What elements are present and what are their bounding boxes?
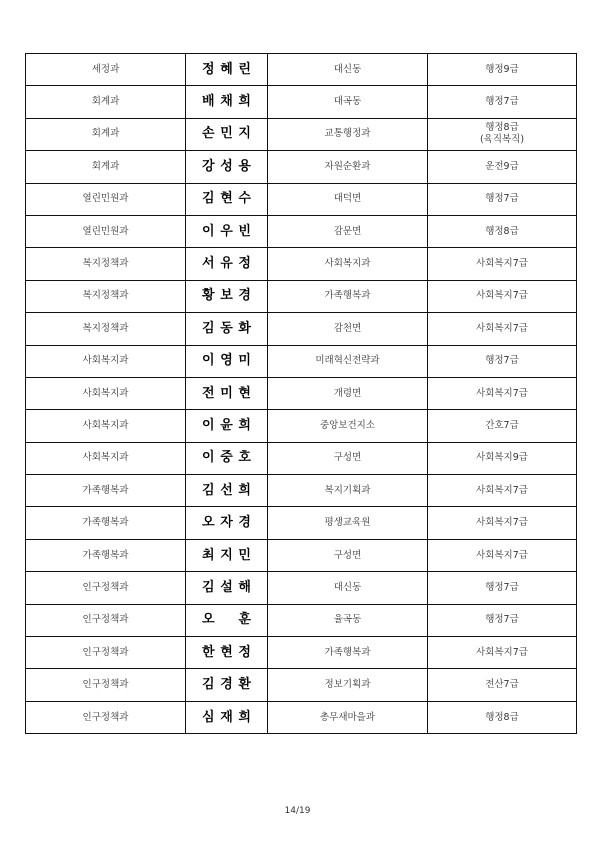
previous-post-cell: 미래혁신전략과 [268, 345, 428, 377]
table-row [26, 637, 577, 669]
department-cell: 열린민원과 [26, 183, 186, 215]
grade-cell [428, 118, 577, 150]
table-row [26, 151, 577, 183]
table-row [26, 604, 577, 636]
department-cell: 인구정책과 [26, 669, 186, 701]
name-cell [186, 86, 268, 118]
previous-post-cell: 정보기획과 [268, 669, 428, 701]
department-cell: 세정과 [26, 54, 186, 86]
person-name: 전 미 현 [202, 385, 251, 401]
grade-text: 행정8급 [485, 225, 519, 237]
department-cell: 회계과 [26, 151, 186, 183]
grade-text: 행정8급 [485, 122, 519, 134]
grade-cell [428, 475, 577, 507]
grade-text: 운전9급 [485, 160, 519, 172]
table-row [26, 345, 577, 377]
table-row [26, 701, 577, 733]
person-name: 김 선 희 [202, 482, 251, 498]
table-row [26, 183, 577, 215]
previous-post-cell: 사회복지과 [268, 248, 428, 280]
person-name: 황 보 경 [202, 288, 251, 304]
table-row [26, 280, 577, 312]
grade-cell [428, 539, 577, 571]
name-cell [186, 377, 268, 409]
name-cell [186, 345, 268, 377]
person-name: 배 채 희 [202, 94, 251, 110]
department-cell: 가족행복과 [26, 475, 186, 507]
name-cell [186, 572, 268, 604]
grade-text: 사회복지7급 [476, 517, 528, 529]
previous-post-cell: 개령면 [268, 377, 428, 409]
person-name: 김 현 수 [202, 191, 251, 207]
grade-text: 행정7급 [485, 96, 519, 108]
grade-text: 사회복지7급 [476, 549, 528, 561]
grade-text: 사회복지7급 [476, 484, 528, 496]
grade-text: 사회복지7급 [476, 646, 528, 658]
previous-post-cell: 가족행복과 [268, 637, 428, 669]
previous-post-cell: 중앙보건지소 [268, 410, 428, 442]
grade-cell [428, 215, 577, 247]
grade-text: 행정8급 [485, 711, 519, 723]
grade-cell [428, 86, 577, 118]
person-name: 이 윤 희 [202, 417, 251, 433]
name-cell [186, 215, 268, 247]
grade-text: 행정7급 [485, 614, 519, 626]
person-name: 이 중 호 [202, 450, 251, 466]
name-cell [186, 475, 268, 507]
department-cell: 사회복지과 [26, 345, 186, 377]
person-name: 김 경 환 [202, 677, 251, 693]
name-cell [186, 637, 268, 669]
name-cell [186, 604, 268, 636]
department-cell: 복지정책과 [26, 248, 186, 280]
table-row [26, 475, 577, 507]
table-row [26, 215, 577, 247]
grade-text: 사회복지7급 [476, 387, 528, 399]
personnel-table [25, 53, 577, 734]
table-row [26, 442, 577, 474]
grade-text: 행정7급 [485, 355, 519, 367]
previous-post-cell: 대신동 [268, 54, 428, 86]
previous-post-cell: 대곡동 [268, 86, 428, 118]
grade-cell [428, 669, 577, 701]
person-name: 이 영 미 [202, 353, 251, 369]
department-cell: 사회복지과 [26, 410, 186, 442]
name-cell [186, 151, 268, 183]
grade-text: 전산7급 [485, 679, 519, 691]
grade-cell [428, 637, 577, 669]
person-name: 정 혜 린 [202, 61, 251, 77]
department-cell: 복지정책과 [26, 280, 186, 312]
grade-text: 행정7급 [485, 581, 519, 593]
person-name: 김 동 화 [202, 320, 251, 336]
table-row [26, 539, 577, 571]
grade-text: 사회복지7급 [476, 322, 528, 334]
department-cell: 인구정책과 [26, 604, 186, 636]
grade-text: 간호7급 [485, 419, 519, 431]
previous-post-cell: 평생교육원 [268, 507, 428, 539]
previous-post-cell: 복지기획과 [268, 475, 428, 507]
grade-cell [428, 248, 577, 280]
previous-post-cell: 자원순환과 [268, 151, 428, 183]
department-cell: 인구정책과 [26, 637, 186, 669]
grade-cell [428, 280, 577, 312]
person-name: 서 유 정 [202, 256, 251, 272]
grade-cell [428, 151, 577, 183]
grade-cell [428, 313, 577, 345]
department-cell: 사회복지과 [26, 377, 186, 409]
name-cell [186, 442, 268, 474]
department-cell: 인구정책과 [26, 701, 186, 733]
table-row [26, 572, 577, 604]
previous-post-cell: 감문면 [268, 215, 428, 247]
name-cell [186, 507, 268, 539]
grade-cell [428, 377, 577, 409]
table-row [26, 377, 577, 409]
person-name: 심 재 희 [202, 709, 251, 725]
grade-text: 사회복지9급 [476, 452, 528, 464]
department-cell: 회계과 [26, 118, 186, 150]
name-cell [186, 539, 268, 571]
table-row [26, 248, 577, 280]
grade-cell [428, 410, 577, 442]
grade-text: 사회복지7급 [476, 258, 528, 270]
previous-post-cell: 구성면 [268, 442, 428, 474]
department-cell: 열린민원과 [26, 215, 186, 247]
person-name: 김 설 해 [202, 579, 251, 595]
grade-cell [428, 442, 577, 474]
table-row [26, 507, 577, 539]
previous-post-cell: 구성면 [268, 539, 428, 571]
grade-cell [428, 701, 577, 733]
grade-cell [428, 345, 577, 377]
table-row [26, 313, 577, 345]
name-cell [186, 118, 268, 150]
grade-cell [428, 604, 577, 636]
previous-post-cell: 대신동 [268, 572, 428, 604]
person-name: 최 지 민 [202, 547, 251, 563]
person-name: 오 자 경 [202, 515, 251, 531]
name-cell [186, 701, 268, 733]
name-cell [186, 410, 268, 442]
department-cell: 인구정책과 [26, 572, 186, 604]
previous-post-cell: 가족행복과 [268, 280, 428, 312]
previous-post-cell: 감천면 [268, 313, 428, 345]
department-cell: 복지정책과 [26, 313, 186, 345]
table-row [26, 669, 577, 701]
name-cell [186, 54, 268, 86]
grade-text: 행정7급 [485, 193, 519, 205]
name-cell [186, 280, 268, 312]
previous-post-cell: 총무새마을과 [268, 701, 428, 733]
page-number: 14/19 [284, 806, 311, 816]
grade-cell [428, 507, 577, 539]
person-name: 강 성 용 [202, 158, 251, 174]
grade-cell [428, 183, 577, 215]
name-cell [186, 669, 268, 701]
grade-cell [428, 54, 577, 86]
person-name: 손 민 지 [202, 126, 251, 142]
name-cell [186, 183, 268, 215]
person-name: 한 현 정 [202, 644, 251, 660]
person-name: 오 훈 [202, 612, 251, 628]
previous-post-cell: 대덕면 [268, 183, 428, 215]
previous-post-cell: 교통행정과 [268, 118, 428, 150]
previous-post-cell: 율곡동 [268, 604, 428, 636]
name-cell [186, 248, 268, 280]
grade-text: 사회복지7급 [476, 290, 528, 302]
personnel-table-body [26, 54, 577, 734]
grade-text: 행정9급 [485, 63, 519, 75]
department-cell: 사회복지과 [26, 442, 186, 474]
table-row [26, 118, 577, 150]
grade-cell [428, 572, 577, 604]
table-row [26, 54, 577, 86]
department-cell: 가족행복과 [26, 539, 186, 571]
grade-text: (육직복직) [479, 134, 525, 146]
table-row [26, 86, 577, 118]
department-cell: 회계과 [26, 86, 186, 118]
table-row [26, 410, 577, 442]
name-cell [186, 313, 268, 345]
department-cell: 가족행복과 [26, 507, 186, 539]
person-name: 이 우 빈 [202, 223, 251, 239]
